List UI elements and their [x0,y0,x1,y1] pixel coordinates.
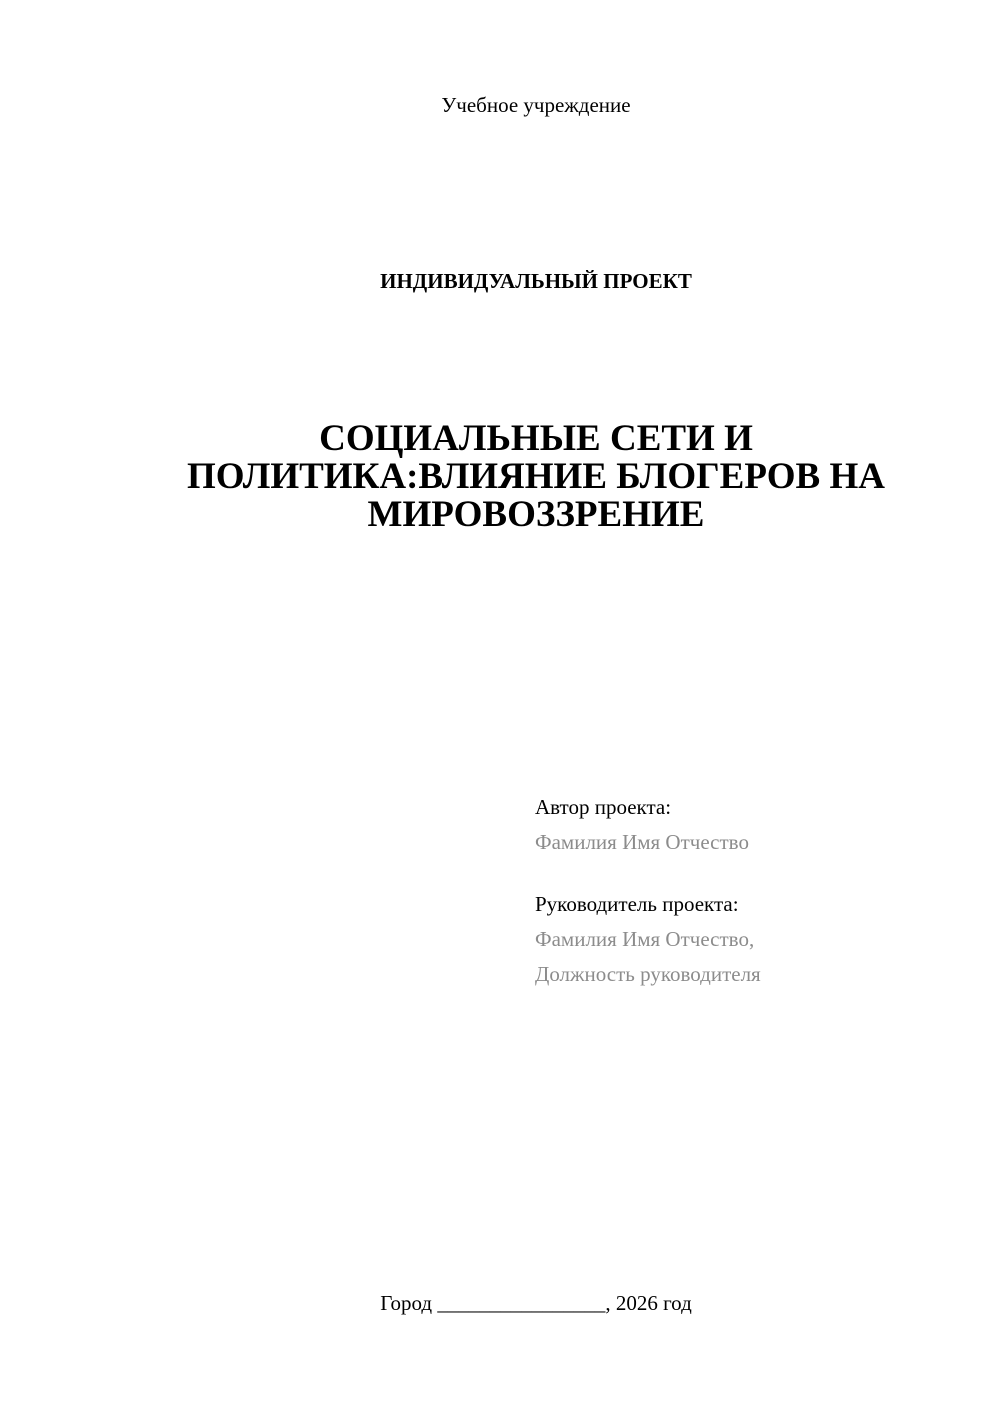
project-title [160,420,912,534]
city-year-line: Город ________________, 2026 год [380,1291,692,1315]
author-label: Автор проекта: [535,795,672,819]
supervisor-label: Руководитель проекта: [535,892,739,916]
supervisor-position-placeholder: Должность руководителя [535,962,761,986]
project-title-line: СОЦИАЛЬНЫЕ СЕТИ И [319,418,753,459]
credits-block [535,790,955,992]
spacer [535,860,955,887]
document-type: ИНДИВИДУАЛЬНЫЙ ПРОЕКТ [380,269,692,293]
author-name-placeholder: Фамилия Имя Отчество [535,830,749,854]
institution-name: Учебное учреждение [441,93,631,117]
project-title-line: МИРОВОЗЗРЕНИЕ [367,494,705,535]
supervisor-name-placeholder: Фамилия Имя Отчество, [535,927,755,951]
project-title-line: ПОЛИТИКА:ВЛИЯНИЕ БЛОГЕРОВ НА [187,456,885,497]
